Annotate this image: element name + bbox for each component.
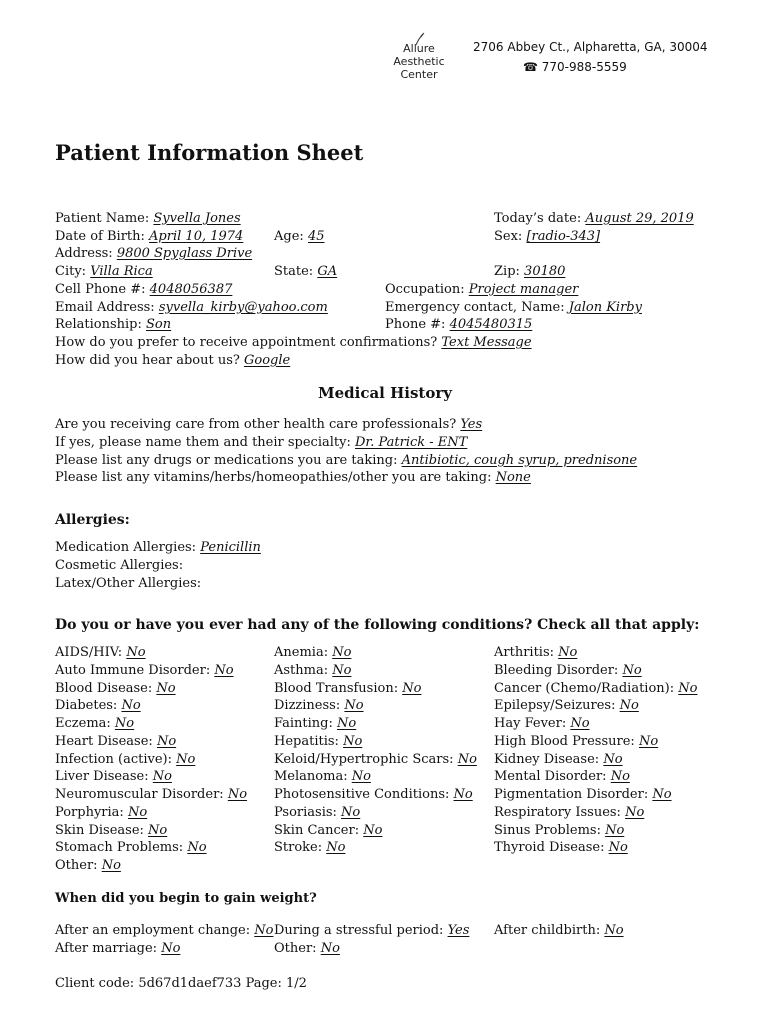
condition-label: Anemia: bbox=[274, 645, 329, 660]
condition-item bbox=[55, 645, 146, 660]
marriage-field bbox=[55, 941, 180, 956]
condition-value: No bbox=[570, 716, 590, 731]
condition-item bbox=[494, 645, 577, 660]
condition-item bbox=[274, 840, 345, 855]
medical-history-heading: Medical History bbox=[318, 384, 452, 402]
referral-source-field bbox=[55, 353, 290, 368]
age-label: Age: bbox=[274, 229, 304, 244]
condition-label: Infection (active): bbox=[55, 751, 172, 767]
condition-value: No bbox=[457, 751, 477, 767]
condition-label: Fainting: bbox=[274, 716, 333, 731]
condition-item bbox=[494, 698, 639, 713]
clinic-logo bbox=[388, 34, 450, 81]
condition-value: No bbox=[343, 733, 363, 749]
condition-item bbox=[55, 752, 195, 767]
condition-label: Hepatitis: bbox=[274, 733, 339, 749]
logo-line-1: Allure bbox=[403, 42, 435, 55]
emergency-contact-field bbox=[385, 300, 642, 315]
condition-label: Hay Fever: bbox=[494, 716, 567, 731]
condition-label: AIDS/HIV: bbox=[55, 645, 123, 660]
childbirth-label: After childbirth: bbox=[494, 923, 601, 938]
condition-value: No bbox=[326, 840, 346, 856]
stressful-period-value: Yes bbox=[447, 923, 470, 938]
other-care-field bbox=[55, 417, 482, 432]
condition-value: No bbox=[156, 733, 177, 749]
condition-value: No bbox=[603, 751, 623, 767]
employment-change-field bbox=[55, 923, 273, 938]
condition-label: Stomach Problems: bbox=[55, 840, 184, 856]
condition-label: Other: bbox=[55, 858, 98, 873]
city-label: City: bbox=[55, 264, 87, 279]
condition-label: Porphyria: bbox=[55, 804, 124, 820]
specialty-field bbox=[55, 435, 467, 450]
vitamins-label: Please list any vitamins/herbs/homeopathies/other you are taking: bbox=[55, 470, 492, 485]
patient-name-field bbox=[55, 211, 241, 226]
cell-phone-value: 4048056387 bbox=[149, 282, 233, 297]
relationship-field bbox=[55, 317, 171, 332]
condition-item bbox=[494, 769, 630, 784]
sex-value: [radio-343] bbox=[526, 229, 601, 244]
condition-value: No bbox=[453, 787, 473, 802]
emergency-contact-value: Jalon Kirby bbox=[568, 300, 642, 315]
condition-value: No bbox=[156, 680, 176, 696]
condition-label: Sinus Problems: bbox=[494, 822, 601, 838]
condition-label: Photosensitive Conditions: bbox=[274, 787, 450, 802]
condition-label: Dizziness: bbox=[274, 698, 341, 714]
condition-value: No bbox=[652, 787, 672, 802]
condition-label: Asthma: bbox=[274, 662, 329, 678]
condition-item bbox=[274, 698, 364, 713]
state-value: GA bbox=[317, 264, 338, 279]
condition-item bbox=[494, 734, 658, 749]
zip-label: Zip: bbox=[494, 264, 520, 279]
stressful-period-label: During a stressful period: bbox=[274, 923, 444, 938]
condition-value: No bbox=[619, 698, 639, 714]
address-label: Address: bbox=[55, 246, 113, 261]
condition-label: Melanoma: bbox=[274, 769, 348, 785]
condition-value: No bbox=[332, 645, 352, 660]
condition-label: Eczema: bbox=[55, 716, 111, 731]
condition-label: Skin Disease: bbox=[55, 822, 144, 838]
occupation-value: Project manager bbox=[468, 282, 579, 297]
occupation-field bbox=[385, 282, 578, 297]
clinic-phone-row bbox=[523, 60, 627, 74]
condition-item bbox=[274, 787, 473, 802]
email-field bbox=[55, 300, 328, 315]
childbirth-field bbox=[494, 923, 624, 938]
condition-label: Keloid/Hypertrophic Scars: bbox=[274, 751, 454, 767]
emergency-contact-label: Emergency contact, Name: bbox=[385, 300, 565, 315]
confirmation-pref-field bbox=[55, 335, 532, 350]
condition-label: Pigmentation Disorder: bbox=[494, 787, 649, 802]
leaf-logo-icon bbox=[412, 32, 426, 46]
relationship-label: Relationship: bbox=[55, 317, 142, 332]
condition-value: No bbox=[344, 698, 364, 714]
weight-other-field bbox=[274, 941, 340, 956]
vitamins-value: None bbox=[495, 470, 531, 485]
condition-value: No bbox=[214, 662, 234, 678]
condition-item bbox=[274, 769, 371, 784]
clinic-address: 2706 Abbey Ct., Alpharetta, GA, 30004 bbox=[473, 40, 708, 54]
condition-label: Cancer (Chemo/Radiation): bbox=[494, 680, 675, 696]
condition-value: No bbox=[148, 822, 168, 838]
condition-item bbox=[55, 716, 134, 731]
condition-value: No bbox=[227, 787, 248, 802]
city-value: Villa Rica bbox=[90, 264, 153, 279]
condition-item bbox=[274, 645, 351, 660]
condition-value: No bbox=[126, 645, 146, 660]
condition-item bbox=[55, 698, 141, 713]
condition-value: No bbox=[363, 822, 383, 838]
confirmation-pref-label: How do you prefer to receive appointment confirmations? bbox=[55, 335, 438, 350]
address-field bbox=[55, 246, 252, 261]
weight-other-value: No bbox=[320, 941, 340, 956]
condition-label: Epilepsy/Seizures: bbox=[494, 698, 616, 714]
condition-item bbox=[494, 787, 672, 802]
cell-phone-field bbox=[55, 282, 232, 297]
condition-label: High Blood Pressure: bbox=[494, 733, 635, 749]
condition-item bbox=[55, 858, 121, 873]
condition-value: No bbox=[332, 662, 352, 678]
specialty-value: Dr. Patrick - ENT bbox=[355, 435, 468, 450]
page-title: Patient Information Sheet bbox=[55, 140, 364, 165]
dob-field bbox=[55, 229, 243, 244]
condition-item bbox=[494, 752, 623, 767]
drugs-label: Please list any drugs or medications you are taking: bbox=[55, 453, 398, 468]
condition-item bbox=[55, 663, 234, 678]
condition-item bbox=[494, 716, 590, 731]
vitamins-field bbox=[55, 470, 531, 485]
condition-value: No bbox=[101, 858, 121, 873]
email-label: Email Address: bbox=[55, 300, 155, 315]
condition-value: No bbox=[638, 733, 659, 749]
emergency-phone-label: Phone #: bbox=[385, 317, 446, 332]
occupation-label: Occupation: bbox=[385, 282, 465, 297]
condition-item bbox=[55, 840, 207, 855]
employment-change-label: After an employment change: bbox=[55, 923, 251, 938]
condition-value: No bbox=[176, 751, 196, 767]
telephone-icon: ☎ bbox=[523, 60, 538, 74]
condition-value: No bbox=[114, 716, 135, 731]
emergency-phone-value: 4045480315 bbox=[449, 317, 533, 332]
condition-item bbox=[494, 840, 628, 855]
emergency-phone-field bbox=[385, 317, 532, 332]
state-label: State: bbox=[274, 264, 314, 279]
marriage-value: No bbox=[161, 941, 181, 956]
state-field bbox=[274, 264, 337, 279]
weight-other-label: Other: bbox=[274, 941, 317, 956]
condition-item bbox=[55, 805, 147, 820]
condition-item bbox=[55, 787, 247, 802]
condition-item bbox=[274, 752, 477, 767]
zip-field bbox=[494, 264, 565, 279]
stressful-period-field bbox=[274, 923, 469, 938]
dob-label: Date of Birth: bbox=[55, 229, 145, 244]
condition-value: No bbox=[152, 769, 172, 785]
address-value: 9800 Spyglass Drive bbox=[116, 246, 253, 261]
marriage-label: After marriage: bbox=[55, 941, 158, 956]
condition-label: Diabetes: bbox=[55, 698, 118, 714]
cosmetic-allergies-label: Cosmetic Allergies: bbox=[55, 558, 184, 573]
age-field bbox=[274, 229, 324, 244]
clinic-phone: 770-988-5559 bbox=[541, 60, 627, 74]
condition-label: Neuromuscular Disorder: bbox=[55, 787, 224, 802]
condition-label: Arthritis: bbox=[494, 645, 555, 660]
condition-label: Stroke: bbox=[274, 840, 323, 856]
condition-value: No bbox=[608, 840, 628, 856]
condition-label: Blood Transfusion: bbox=[274, 680, 399, 696]
condition-value: No bbox=[622, 662, 642, 678]
condition-value: No bbox=[558, 645, 578, 660]
condition-label: Mental Disorder: bbox=[494, 769, 607, 785]
employment-change-value: No bbox=[254, 923, 274, 938]
logo-line-2: Aesthetic bbox=[393, 55, 445, 68]
medication-allergies-field bbox=[55, 540, 261, 555]
condition-item bbox=[274, 823, 382, 838]
condition-label: Bleeding Disorder: bbox=[494, 662, 619, 678]
condition-label: Psoriasis: bbox=[274, 804, 337, 820]
condition-item bbox=[274, 734, 362, 749]
condition-label: Kidney Disease: bbox=[494, 751, 600, 767]
specialty-label: If yes, please name them and their specialty: bbox=[55, 435, 351, 450]
referral-source-label: How did you hear about us? bbox=[55, 353, 240, 368]
condition-item bbox=[494, 823, 624, 838]
condition-value: No bbox=[610, 769, 630, 785]
confirmation-pref-value: Text Message bbox=[441, 335, 532, 350]
drugs-field bbox=[55, 453, 637, 468]
relationship-value: Son bbox=[146, 317, 172, 332]
today-date-field bbox=[494, 211, 694, 226]
condition-label: Respiratory Issues: bbox=[494, 804, 621, 820]
condition-value: No bbox=[402, 680, 422, 696]
condition-value: No bbox=[127, 804, 148, 820]
condition-item bbox=[274, 805, 360, 820]
other-care-label: Are you receiving care from other health care professionals? bbox=[55, 417, 457, 432]
latex-allergies-label: Latex/Other Allergies: bbox=[55, 576, 202, 591]
dob-value: April 10, 1974 bbox=[149, 229, 244, 244]
drugs-value: Antibiotic, cough syrup, prednisone bbox=[401, 453, 638, 468]
patient-name-value: Syvella Jones bbox=[153, 211, 241, 226]
sex-field bbox=[494, 229, 600, 244]
age-value: 45 bbox=[307, 229, 325, 244]
condition-label: Thyroid Disease: bbox=[494, 840, 605, 856]
sex-label: Sex: bbox=[494, 229, 523, 244]
allergies-heading: Allergies: bbox=[55, 512, 130, 528]
medication-allergies-label: Medication Allergies: bbox=[55, 540, 197, 555]
email-value: syvella_kirby@yahoo.com bbox=[158, 300, 328, 315]
condition-item bbox=[274, 681, 421, 696]
condition-value: No bbox=[625, 804, 645, 820]
condition-value: No bbox=[341, 804, 361, 820]
condition-item bbox=[55, 823, 167, 838]
condition-label: Blood Disease: bbox=[55, 680, 153, 696]
condition-value: No bbox=[187, 840, 207, 856]
city-field bbox=[55, 264, 153, 279]
zip-value: 30180 bbox=[524, 264, 566, 279]
condition-item bbox=[274, 663, 351, 678]
condition-label: Skin Cancer: bbox=[274, 822, 360, 838]
condition-label: Auto Immune Disorder: bbox=[55, 662, 211, 678]
cell-phone-label: Cell Phone #: bbox=[55, 282, 146, 297]
condition-item bbox=[55, 769, 172, 784]
weight-gain-heading: When did you begin to gain weight? bbox=[55, 891, 317, 906]
condition-value: No bbox=[605, 822, 625, 838]
condition-value: No bbox=[121, 698, 141, 714]
condition-item bbox=[494, 681, 697, 696]
condition-item bbox=[494, 663, 642, 678]
condition-item bbox=[55, 681, 176, 696]
condition-label: Heart Disease: bbox=[55, 733, 153, 749]
footer-client-code: Client code: 5d67d1daef733 Page: 1/2 bbox=[55, 976, 307, 991]
conditions-heading: Do you or have you ever had any of the following conditions? Check all that apply: bbox=[55, 617, 700, 633]
condition-label: Liver Disease: bbox=[55, 769, 149, 785]
patient-name-label: Patient Name: bbox=[55, 211, 150, 226]
condition-value: No bbox=[337, 716, 357, 731]
condition-item bbox=[55, 734, 176, 749]
condition-item bbox=[494, 805, 644, 820]
childbirth-value: No bbox=[604, 923, 624, 938]
condition-value: No bbox=[351, 769, 371, 785]
other-care-value: Yes bbox=[460, 417, 483, 432]
today-date-label: Today’s date: bbox=[494, 211, 582, 226]
today-date-value: August 29, 2019 bbox=[585, 211, 694, 226]
condition-value: No bbox=[678, 680, 698, 696]
condition-item bbox=[274, 716, 356, 731]
medication-allergies-value: Penicillin bbox=[200, 540, 261, 555]
referral-source-value: Google bbox=[243, 353, 291, 368]
logo-line-3: Center bbox=[400, 68, 438, 81]
